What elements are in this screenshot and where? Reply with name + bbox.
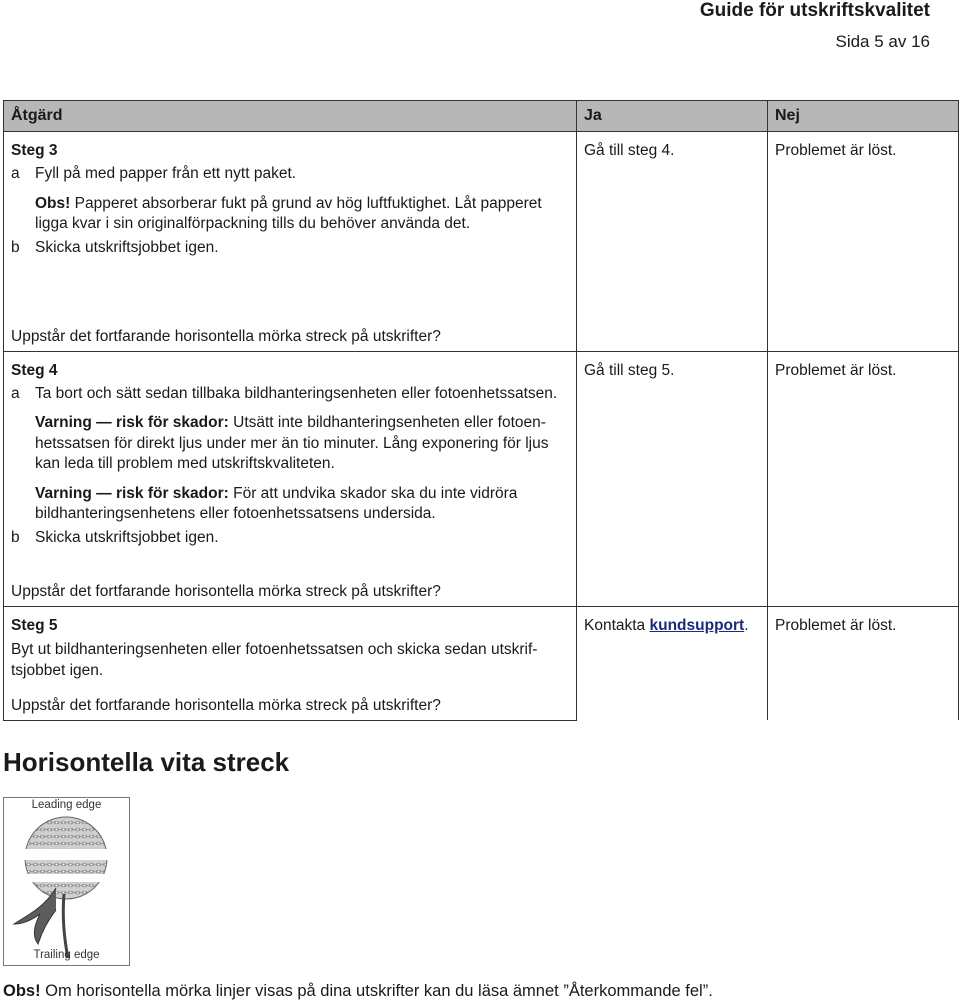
item-text: Ta bort och sätt sedan tillbaka bildhanteringsenheten eller fotoenhetssatsen. <box>35 384 558 402</box>
leading-edge-label: Leading edge <box>31 799 102 811</box>
note <box>35 194 569 235</box>
step-text: Byt ut bildhanteringsenheten eller fotoenhetssatsen och skicka sedan utskriftsjobbet igen. <box>11 641 538 679</box>
item-text: Fyll på med papper från ett nytt paket. <box>35 165 297 182</box>
yes-prefix: Kontakta <box>584 617 650 634</box>
document-title: Guide för utskriftskvalitet <box>699 0 930 21</box>
yes-cell <box>577 607 768 721</box>
trailing-edge-label: Trailing edge <box>33 949 100 961</box>
footnote-label: Obs! <box>3 982 41 1000</box>
page-header <box>700 0 930 53</box>
no-cell: Problemet är löst. <box>768 132 959 352</box>
action-cell <box>4 132 577 323</box>
warning-label: Varning — risk för skador: <box>35 484 229 502</box>
list-item <box>11 238 569 259</box>
list-item <box>11 384 569 405</box>
warning <box>35 413 569 475</box>
customer-support-link[interactable]: kundsupport <box>649 617 745 634</box>
table-row <box>4 607 959 692</box>
warning-label: Varning — risk för skador: <box>35 414 229 431</box>
item-letter: a <box>11 384 20 402</box>
item-letter: b <box>11 238 20 256</box>
print-sample-figure <box>3 797 130 966</box>
note-text: Papperet absorberar fukt på grund av hög luftfuktighet. Låt papperet ligga kvar i sin originalförpackning tills du behöver använda det. <box>35 194 542 232</box>
note-label: Obs! <box>35 194 71 212</box>
question-text: Uppstår det fortfarande horisontella mörka streck på utskrifter? <box>4 323 577 352</box>
troubleshooting-table <box>3 100 959 721</box>
action-cell <box>4 351 577 578</box>
section-title: Horisontella vita streck <box>3 747 290 777</box>
header-yes: Ja <box>577 101 768 132</box>
warning-text: För att undvika skador ska du inte vidröra bildhanteringsenhetens eller fotoenhetssatsens undersida. <box>35 484 518 522</box>
question-text: Uppstår det fortfarande horisontella mörka streck på utskrifter? <box>4 692 577 721</box>
item-letter: b <box>11 528 20 546</box>
action-cell <box>4 607 577 692</box>
flower-print-sample-icon <box>4 798 129 965</box>
yes-cell: Gå till steg 4. <box>577 132 768 352</box>
header-action: Åtgärd <box>4 101 577 132</box>
table-row <box>4 351 959 578</box>
step-label: Steg 4 <box>11 361 58 379</box>
list-item <box>11 528 569 549</box>
page-number: Sida 5 av 16 <box>835 32 930 51</box>
warning-text: Utsätt inte bildhanteringsenheten eller fotoenhetssatsen för direkt ljus under mer än tio minuter. Lång exponering för ljus kan leda till problem med utskriftskvaliteten. <box>35 414 549 472</box>
yes-cell: Gå till steg 5. <box>577 351 768 607</box>
yes-suffix: . <box>744 617 749 634</box>
no-cell: Problemet är löst. <box>768 607 959 721</box>
header-no: Nej <box>768 101 959 132</box>
item-letter: a <box>11 165 20 182</box>
step-label: Steg 3 <box>11 142 58 159</box>
list-item <box>11 164 569 185</box>
footnote-text: Om horisontella mörka linjer visas på dina utskrifter kan du läsa ämnet ”Återkommande fel”. <box>40 982 713 1000</box>
step-label: Steg 5 <box>11 617 58 634</box>
item-text: Skicka utskriftsjobbet igen. <box>35 238 219 256</box>
table-row <box>4 132 959 323</box>
warning <box>35 484 569 525</box>
footnote <box>3 981 713 1001</box>
table-header-row <box>4 101 959 132</box>
no-cell: Problemet är löst. <box>768 351 959 607</box>
item-text: Skicka utskriftsjobbet igen. <box>35 528 219 546</box>
question-text: Uppstår det fortfarande horisontella mörka streck på utskrifter? <box>4 578 577 607</box>
